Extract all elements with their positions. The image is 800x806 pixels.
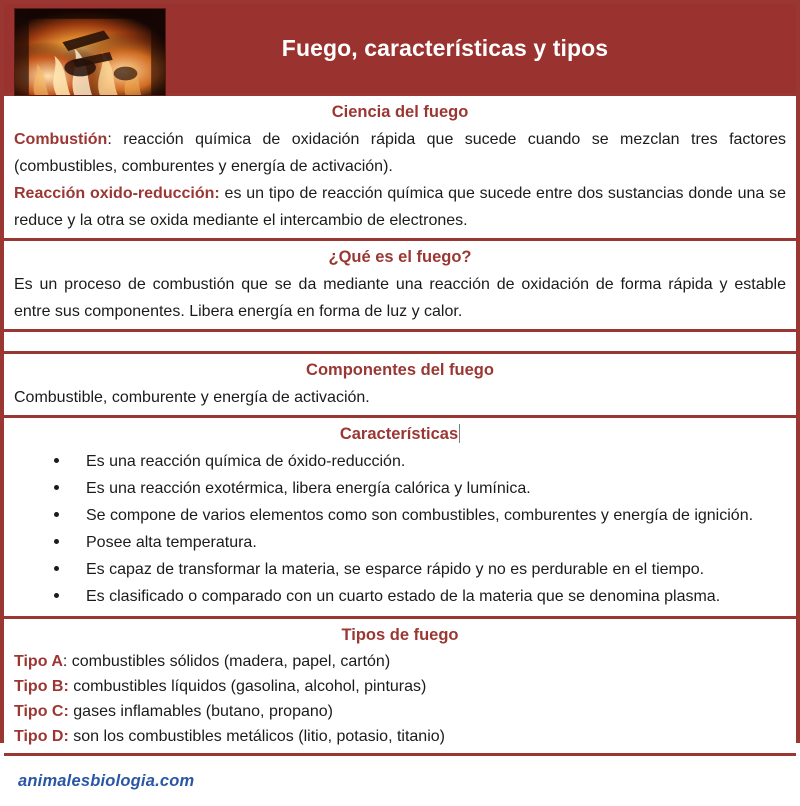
section-title-que-es: ¿Qué es el fuego? xyxy=(328,248,472,266)
site-name: animalesbiologia.com xyxy=(18,771,195,790)
tipo-label-b: Tipo B: xyxy=(14,678,69,695)
paragraph-que-es: Es un proceso de combustión que se da mediante una reacción de oxidación de forma rápida y estable entre sus componentes. Libera energía en forma de luz y calor. xyxy=(14,276,786,320)
bullet-icon xyxy=(54,566,59,571)
definition-oxido-reduccion: es un tipo de reacción química que sucede entre dos sustancias donde una se reduce y la otra se oxida mediante el intercambio de electrones. xyxy=(14,185,787,229)
paragraph-oxido-reduccion xyxy=(14,180,786,234)
term-combustion: Combustión xyxy=(14,131,108,148)
list-item xyxy=(14,448,782,475)
list-item xyxy=(14,556,782,583)
term-combustion-separator: : xyxy=(107,131,124,148)
bullet-icon xyxy=(54,512,59,517)
section-title-tipos: Tipos de fuego xyxy=(341,626,459,644)
page-title: Fuego, características y tipos xyxy=(281,35,609,61)
tipo-label-d: Tipo D: xyxy=(14,728,69,745)
paragraph-combustion xyxy=(14,126,786,180)
fire-photo-image xyxy=(15,9,165,95)
tipo-text-c: gases inflamables (butano, propano) xyxy=(73,703,333,720)
section-que-es-el-fuego xyxy=(4,241,796,332)
list-item-text: Posee alta temperatura. xyxy=(86,534,257,551)
section-title-caracteristicas-text: Características xyxy=(339,425,459,443)
tipo-label-a: Tipo A xyxy=(14,653,63,670)
footer xyxy=(4,756,796,806)
term-oxido-reduccion: Reacción oxido-reducción: xyxy=(14,185,220,202)
tipo-text-a: combustibles sólidos (madera, papel, cartón) xyxy=(71,653,391,670)
text-cursor xyxy=(459,424,460,443)
section-componentes-del-fuego xyxy=(4,354,796,418)
list-item-text: Es una reacción exotérmica, libera energía calórica y lumínica. xyxy=(86,480,531,497)
bullet-icon xyxy=(54,539,59,544)
section-caracteristicas xyxy=(4,418,796,619)
bullet-icon xyxy=(54,485,59,490)
tipo-row-a xyxy=(14,649,786,674)
caracteristicas-list xyxy=(14,448,786,612)
tipo-text-b: combustibles líquidos (gasolina, alcohol, pinturas) xyxy=(73,678,427,695)
tipo-row-c xyxy=(14,699,786,724)
list-item xyxy=(14,529,782,556)
bullet-icon xyxy=(54,458,59,463)
spacer-band xyxy=(4,332,796,354)
section-title-ciencia: Ciencia del fuego xyxy=(331,103,469,121)
section-ciencia-del-fuego xyxy=(4,96,796,241)
section-title-componentes: Componentes del fuego xyxy=(306,361,494,379)
list-item-text: Es capaz de transformar la materia, se esparce rápido y no es perdurable en el tiempo. xyxy=(86,561,705,578)
bullet-icon xyxy=(54,593,59,598)
tipo-row-d xyxy=(14,724,786,749)
list-item xyxy=(14,475,782,502)
paragraph-componentes: Combustible, comburente y energía de activación. xyxy=(14,389,370,406)
section-tipos-de-fuego xyxy=(4,619,796,756)
tipo-row-b xyxy=(14,674,786,699)
tipo-separator-a: : xyxy=(62,653,72,670)
list-item-text: Es una reacción química de óxido-reducción. xyxy=(86,453,406,470)
section-title-caracteristicas xyxy=(14,420,786,448)
list-item xyxy=(14,583,782,610)
definition-combustion: reacción química de oxidación rápida que sucede cuando se mezclan tres factores (combustibles, comburentes y energía de activación). xyxy=(14,131,787,175)
list-item-text: Es clasificado o comparado con un cuarto estado de la materia que se denomina plasma. xyxy=(86,588,721,605)
list-item-text: Se compone de varios elementos como son combustibles, comburentes y energía de ignición. xyxy=(86,507,754,524)
header-band xyxy=(4,0,796,96)
fire-photo xyxy=(14,8,166,96)
tipo-label-c: Tipo C: xyxy=(14,703,69,720)
tipo-text-d: son los combustibles metálicos (litio, potasio, titanio) xyxy=(73,728,445,745)
list-item xyxy=(14,502,782,529)
